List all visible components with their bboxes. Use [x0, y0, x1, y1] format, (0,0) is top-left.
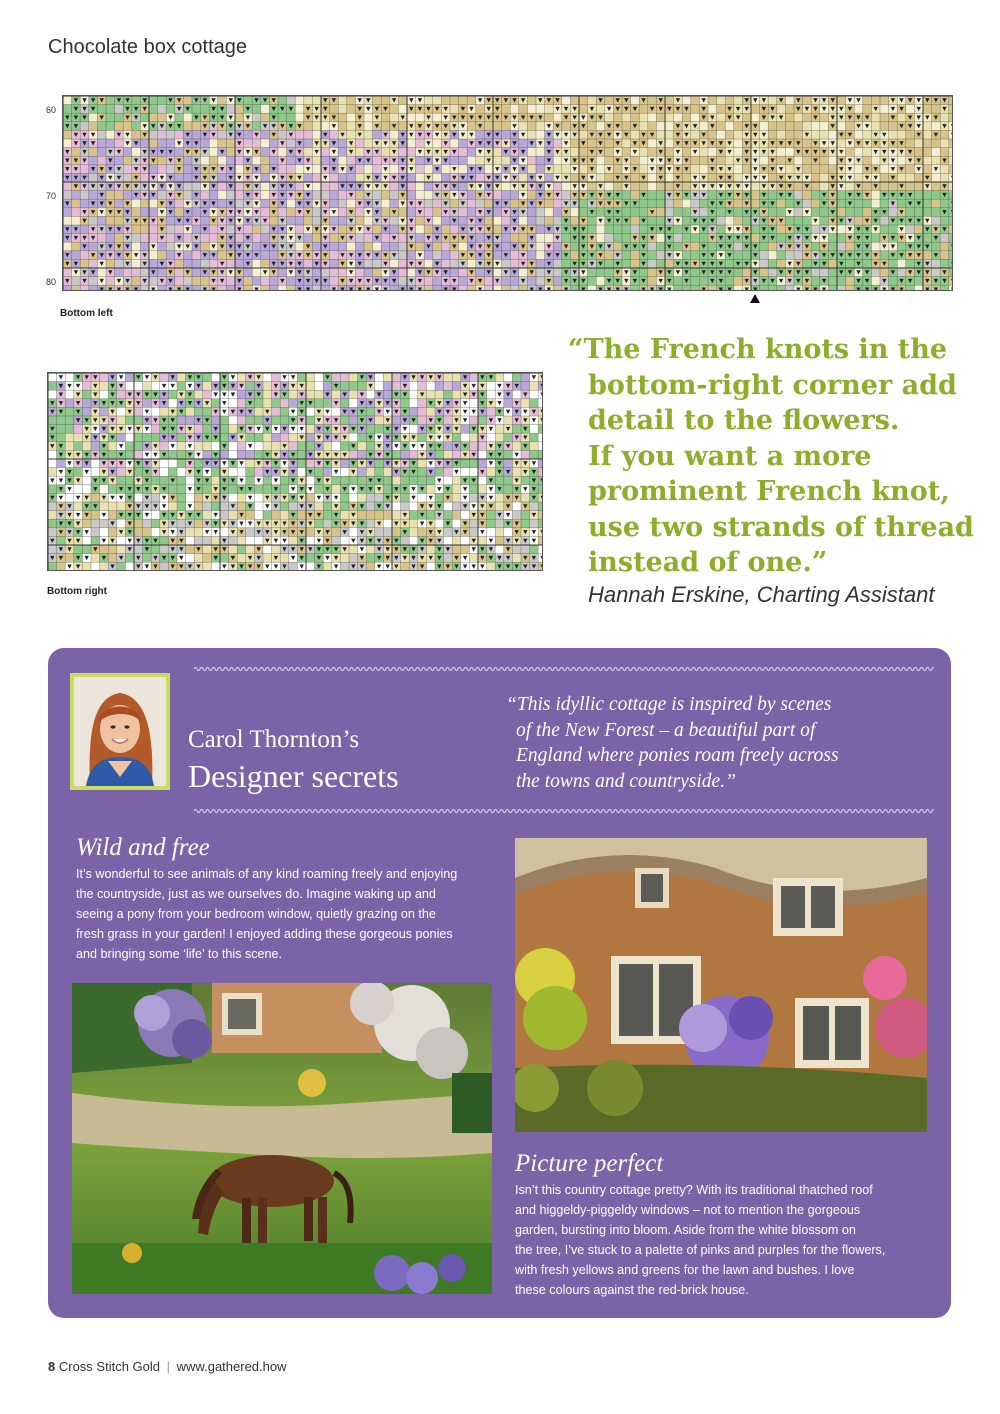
pull-quote-line: bottom-right corner add	[588, 369, 957, 401]
pull-quote-line: “The French knots in the	[568, 334, 948, 365]
section-heading-wild: Wild and free	[76, 834, 210, 861]
designer-portrait-image	[74, 677, 166, 786]
chart-bottom-left	[62, 95, 953, 291]
section-body-wild	[76, 864, 457, 964]
chart-bottom-right-grid	[48, 373, 543, 571]
chart-bottom-right-caption: Bottom right	[47, 586, 107, 597]
chart-centre-marker-icon	[750, 294, 760, 303]
designer-name: Carol Thornton’s	[188, 726, 360, 753]
pull-quote-attribution: Hannah Erskine, Charting Assistant	[588, 582, 935, 607]
body-line: It’s wonderful to see animals of any kind roaming freely and enjoying	[76, 867, 458, 881]
chart-row-label-70: 70	[46, 191, 57, 201]
body-line: seeing a pony from your bedroom window, quietly grazing on the	[76, 907, 436, 921]
body-line: the countryside, just as we ourselves do. Imagine waking up and	[76, 887, 436, 901]
designer-quote	[506, 692, 906, 794]
wavy-divider-top	[194, 666, 934, 672]
body-line: and higgeldy-piggeldy windows – not to mention the gorgeous	[515, 1203, 861, 1217]
chart-row-label-80: 80	[46, 277, 57, 287]
section-heading-picture: Picture perfect	[515, 1150, 664, 1177]
body-line: garden, bursting into bloom. Aside from the white blossom on	[515, 1223, 856, 1237]
website-link[interactable]: www.gathered.how	[176, 1359, 287, 1374]
body-line: the tree, I’ve stuck to a palette of pinks and purples for the flowers,	[515, 1243, 886, 1257]
designer-avatar	[70, 673, 170, 790]
body-line: fresh grass in your garden! I enjoyed adding these gorgeous ponies	[76, 927, 453, 941]
pull-quote-line: If you want a more	[588, 440, 872, 472]
magazine-name: Cross Stitch Gold	[58, 1359, 161, 1374]
pony-stitch-photo	[72, 983, 492, 1294]
designer-quote-line: England where ponies roam freely across	[516, 745, 839, 766]
page-number: 8	[48, 1359, 56, 1374]
page-footer	[48, 1359, 287, 1374]
body-line: these colours against the red-brick house.	[515, 1283, 749, 1297]
pull-quote-line: use two strands of thread	[588, 511, 974, 543]
chart-bottom-right	[47, 372, 543, 571]
pull-quote-line: detail to the flowers.	[588, 405, 900, 436]
chart-row-label-60: 60	[46, 105, 57, 115]
section-body-picture	[515, 1180, 885, 1300]
body-line: with fresh yellows and greens for the lawn and bushes. I love	[515, 1263, 855, 1277]
pull-quote-line: instead of one.”	[588, 547, 828, 578]
pull-quote	[568, 332, 974, 581]
designer-quote-line: the towns and countryside.”	[516, 770, 736, 792]
pull-quote-line: prominent French knot,	[588, 476, 950, 507]
designer-secrets-panel	[48, 648, 951, 1318]
page-title: Chocolate box cottage	[48, 36, 248, 58]
designer-quote-line: of the New Forest – a beautiful part of	[516, 719, 816, 741]
chart-bottom-left-caption: Bottom left	[60, 308, 113, 319]
body-line: and bringing some ‘life’ to this scene.	[76, 947, 283, 961]
footer-separator: |	[166, 1359, 171, 1374]
body-line: Isn’t this country cottage pretty? With its traditional thatched roof	[515, 1183, 873, 1197]
wavy-divider-bottom	[194, 808, 934, 814]
chart-bottom-left-grid	[63, 96, 953, 291]
cottage-stitch-photo	[515, 838, 927, 1132]
designer-quote-line: “This idyllic cottage is inspired by scenes	[506, 694, 832, 715]
designer-subtitle: Designer secrets	[188, 758, 399, 794]
